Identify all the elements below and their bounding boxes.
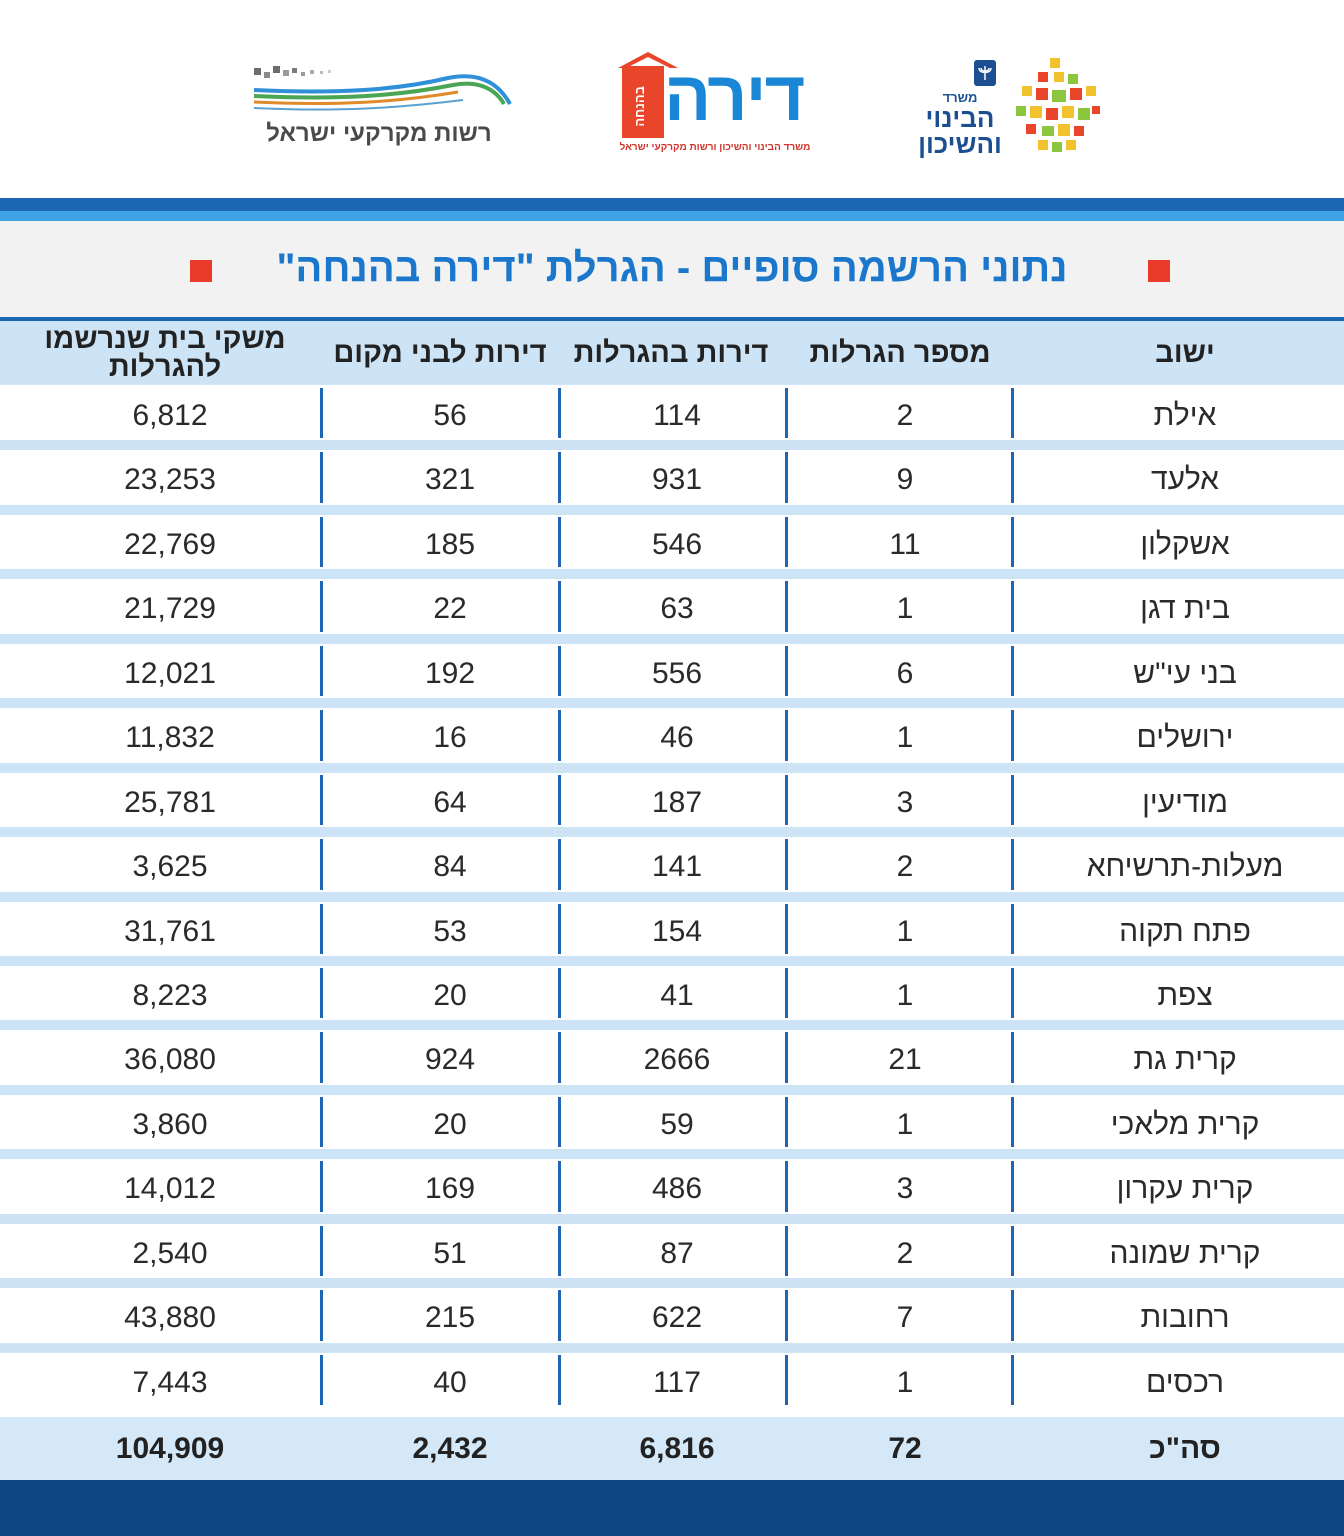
total-lotteries: 72: [888, 1431, 922, 1465]
row-separator: [0, 763, 1344, 773]
column-divider: [785, 1032, 788, 1082]
cell-households: 7,443: [132, 1365, 208, 1399]
dira-subtitle: משרד הבינוי והשיכון ורשות מקרקעי ישראל: [619, 142, 811, 153]
column-divider: [785, 646, 788, 696]
cell-locals: 20: [433, 978, 467, 1012]
cell-locals: 40: [433, 1365, 467, 1399]
column-divider: [1011, 1161, 1014, 1211]
column-divider: [785, 388, 788, 438]
column-divider: [320, 517, 323, 567]
ministry-name-line-1: הבינוי: [925, 103, 995, 133]
header-locals: דירות לבני מקום: [333, 337, 547, 369]
cell-city: אלעד: [1151, 463, 1219, 497]
cell-locals: 51: [433, 1236, 467, 1270]
column-divider: [558, 775, 561, 825]
cell-city: קרית עקרון: [1116, 1172, 1254, 1206]
row-separator: [0, 1085, 1344, 1095]
cell-households: 14,012: [124, 1172, 216, 1206]
cell-households: 12,021: [124, 656, 216, 690]
column-divider: [320, 646, 323, 696]
ministry-name-line-2: והשיכון: [918, 129, 1002, 159]
cell-lotteries: 7: [896, 1301, 914, 1335]
cell-locals: 185: [424, 527, 476, 561]
row-separator: [0, 1343, 1344, 1353]
column-divider: [785, 710, 788, 760]
column-divider: [320, 452, 323, 502]
column-divider: [1011, 1032, 1014, 1082]
ministry-label: משרד: [942, 90, 978, 105]
column-divider: [320, 581, 323, 631]
column-divider: [785, 581, 788, 631]
column-divider: [558, 968, 561, 1018]
column-divider: [320, 904, 323, 954]
cell-households: 43,880: [124, 1301, 216, 1335]
cell-locals: 56: [433, 399, 467, 432]
column-divider: [558, 646, 561, 696]
total-apartments: 6,816: [639, 1431, 715, 1465]
column-divider: [320, 388, 323, 438]
state-emblem-icon: [972, 58, 998, 88]
cell-apartments: 117: [653, 1365, 701, 1399]
cell-locals: 924: [424, 1043, 476, 1077]
column-divider: [558, 1226, 561, 1276]
cell-households: 3,860: [132, 1107, 208, 1141]
cell-lotteries: 2: [896, 1236, 914, 1270]
column-divider: [558, 1097, 561, 1147]
cell-apartments: 46: [660, 721, 694, 755]
cell-city: בית דגן: [1140, 592, 1230, 626]
column-divider: [1011, 968, 1014, 1018]
cell-apartments: 486: [651, 1172, 703, 1206]
row-separator: [0, 569, 1344, 579]
column-divider: [320, 839, 323, 889]
column-divider: [1011, 1226, 1014, 1276]
total-city: סה"כ: [1149, 1431, 1221, 1465]
cell-lotteries: 1: [896, 592, 914, 626]
column-divider: [785, 968, 788, 1018]
footer-bar: [0, 1480, 1344, 1536]
cell-apartments: 187: [651, 785, 703, 819]
cell-lotteries: 3: [896, 1172, 914, 1206]
cell-city: מודיעין: [1142, 785, 1228, 819]
cell-city: פתח תקוה: [1119, 914, 1251, 948]
header-stripe-light: [0, 211, 1344, 221]
cell-apartments: 2666: [643, 1043, 711, 1077]
dira-side-label: בהנחה: [632, 86, 647, 127]
column-divider: [320, 1355, 323, 1405]
header-city: ישוב: [1155, 337, 1215, 369]
column-divider: [320, 1097, 323, 1147]
page-title: נתוני הרשמה סופיים - הגרלת "דירה בהנחה": [276, 246, 1068, 290]
column-divider: [1011, 517, 1014, 567]
israel-land-authority-logo: [248, 60, 518, 150]
column-divider: [558, 581, 561, 631]
column-divider: [558, 1355, 561, 1405]
cell-city: רחובות: [1140, 1301, 1230, 1335]
cell-locals: 20: [433, 1107, 467, 1141]
row-separator: [0, 505, 1344, 515]
cell-city: בני עי"ש: [1133, 656, 1237, 690]
cell-apartments: 63: [660, 592, 694, 626]
cell-locals: 53: [433, 914, 467, 948]
header-lotteries: מספר הגרלות: [809, 337, 991, 369]
column-divider: [785, 775, 788, 825]
cell-city: קרית מלאכי: [1110, 1107, 1260, 1141]
column-divider: [1011, 710, 1014, 760]
total-households: 104,909: [115, 1431, 225, 1465]
column-divider: [785, 1290, 788, 1340]
cell-households: 25,781: [124, 785, 216, 819]
column-divider: [320, 1161, 323, 1211]
column-divider: [1011, 1097, 1014, 1147]
cell-apartments: 59: [660, 1107, 694, 1141]
cell-lotteries: 2: [896, 850, 914, 884]
cell-households: 6,812: [132, 399, 208, 432]
column-divider: [320, 775, 323, 825]
cell-apartments: 114: [653, 399, 701, 432]
column-divider: [558, 839, 561, 889]
header-apartments: דירות בהגרלות: [573, 337, 769, 369]
column-divider: [1011, 581, 1014, 631]
cell-locals: 321: [424, 463, 476, 497]
row-separator: [0, 1214, 1344, 1224]
column-divider: [1011, 839, 1014, 889]
column-divider: [1011, 452, 1014, 502]
column-divider: [1011, 1290, 1014, 1340]
column-divider: [558, 1161, 561, 1211]
row-separator: [0, 1149, 1344, 1159]
row-separator: [0, 698, 1344, 708]
cell-lotteries: 1: [896, 978, 914, 1012]
ministry-name: [914, 90, 1006, 157]
column-divider: [785, 1161, 788, 1211]
cell-city: קרית גת: [1133, 1043, 1237, 1077]
landscape-wave-icon: [248, 60, 518, 120]
cell-households: 3,625: [132, 850, 208, 884]
cell-locals: 64: [433, 785, 467, 819]
cell-city: מעלות-תרשיחא: [1086, 850, 1284, 884]
row-separator: [0, 440, 1344, 450]
column-divider: [558, 1290, 561, 1340]
cell-locals: 169: [424, 1172, 476, 1206]
ministry-of-housing-logo: [912, 54, 1102, 162]
column-divider: [558, 710, 561, 760]
israel-land-authority-name: רשות מקרקעי ישראל: [266, 120, 492, 147]
column-divider: [558, 452, 561, 502]
column-divider: [785, 1226, 788, 1276]
cell-households: 21,729: [124, 592, 216, 626]
cell-locals: 215: [424, 1301, 476, 1335]
row-separator: [0, 892, 1344, 902]
cell-apartments: 87: [660, 1236, 694, 1270]
column-divider: [785, 904, 788, 954]
column-divider: [785, 1355, 788, 1405]
cell-apartments: 556: [651, 656, 703, 690]
cell-locals: 84: [433, 850, 467, 884]
cell-lotteries: 9: [896, 463, 914, 497]
cell-lotteries: 3: [896, 785, 914, 819]
column-divider: [1011, 775, 1014, 825]
cell-city: אשקלון: [1140, 527, 1230, 561]
cell-households: 2,540: [132, 1236, 208, 1270]
cell-households: 36,080: [124, 1043, 216, 1077]
cell-apartments: 41: [660, 978, 694, 1012]
column-divider: [320, 1226, 323, 1276]
row-separator: [0, 1020, 1344, 1030]
column-divider: [320, 1032, 323, 1082]
dira-behanacha-logo: [618, 52, 812, 162]
cell-lotteries: 2: [896, 399, 914, 432]
column-divider: [1011, 904, 1014, 954]
column-divider: [1011, 646, 1014, 696]
cell-lotteries: 6: [896, 656, 914, 690]
cell-apartments: 622: [651, 1301, 703, 1335]
header-households: משקי בית שנרשמו להגרלות: [44, 323, 286, 383]
cell-lotteries: 1: [896, 1365, 914, 1399]
column-divider: [558, 904, 561, 954]
column-divider: [785, 1097, 788, 1147]
column-divider: [320, 1290, 323, 1340]
column-divider: [558, 1032, 561, 1082]
cell-lotteries: 1: [896, 721, 914, 755]
cell-households: 11,832: [125, 721, 215, 755]
cell-city: קרית שמונה: [1109, 1236, 1261, 1270]
cell-households: 8,223: [132, 978, 208, 1012]
header-stripe-dark: [0, 198, 1344, 211]
dira-wordmark: דירה: [664, 57, 804, 135]
total-locals: 2,432: [412, 1431, 488, 1465]
header: [0, 0, 1344, 198]
column-divider: [1011, 1355, 1014, 1405]
column-divider: [320, 710, 323, 760]
cell-apartments: 141: [651, 850, 703, 884]
column-divider: [558, 388, 561, 438]
cell-households: 31,761: [124, 914, 216, 948]
column-divider: [785, 839, 788, 889]
cell-lotteries: 21: [888, 1043, 922, 1077]
column-divider: [558, 517, 561, 567]
cell-locals: 22: [433, 592, 467, 626]
cell-apartments: 931: [651, 463, 703, 497]
dira-side-block: [622, 66, 664, 138]
cell-city: ירושלים: [1136, 721, 1234, 755]
row-separator: [0, 1278, 1344, 1288]
column-divider: [785, 517, 788, 567]
column-divider: [1011, 388, 1014, 438]
cell-city: אילת: [1153, 399, 1217, 432]
column-divider: [320, 968, 323, 1018]
row-separator: [0, 634, 1344, 644]
cell-apartments: 546: [651, 527, 703, 561]
cell-households: 22,769: [124, 527, 216, 561]
cell-locals: 192: [424, 656, 476, 690]
column-divider: [785, 452, 788, 502]
cell-city: רכסים: [1145, 1365, 1225, 1399]
row-separator: [0, 827, 1344, 837]
cell-lotteries: 11: [889, 527, 921, 561]
houses-star-icon: [1012, 56, 1102, 160]
cell-apartments: 154: [651, 914, 703, 948]
cell-households: 23,253: [124, 463, 216, 497]
cell-lotteries: 1: [896, 1107, 914, 1141]
cell-lotteries: 1: [896, 914, 914, 948]
row-separator: [0, 956, 1344, 966]
cell-city: צפת: [1157, 978, 1213, 1012]
cell-locals: 16: [433, 721, 467, 755]
